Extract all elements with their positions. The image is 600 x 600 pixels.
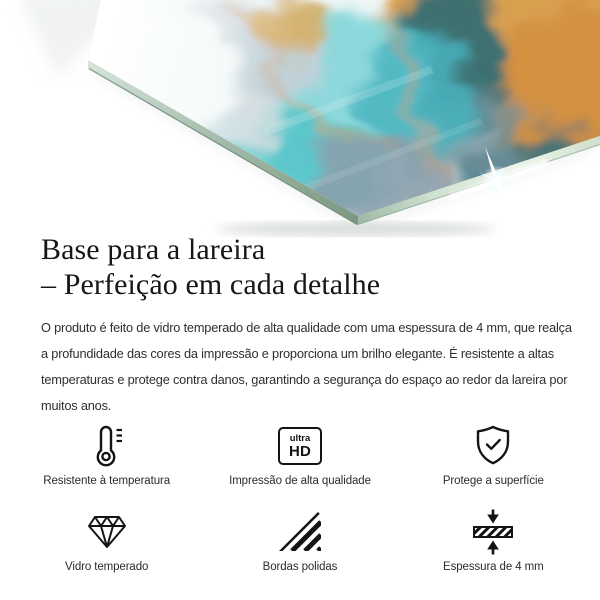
feature-label: Impressão de alta qualidade (229, 475, 371, 487)
polished-edges-icon (278, 509, 322, 555)
glass-panel-image (0, 0, 600, 230)
ultra-hd-icon-text-small: ultra (289, 432, 311, 444)
feature-temperature-resistant (10, 423, 203, 487)
feature-surface-protection (397, 423, 590, 487)
feature-label: Bordas polidas (262, 561, 338, 573)
feature-polished-edges (203, 509, 396, 573)
thickness-icon (471, 509, 515, 555)
description-line: muitos anos. (41, 398, 112, 413)
ultra-hd-icon (278, 423, 322, 469)
description-line: O produto é feito de vidro temperado de alta qualidade com uma espessura de 4 mm, que realça (41, 320, 572, 335)
features-grid (10, 423, 590, 573)
feature-label: Resistente à temperatura (43, 475, 171, 487)
product-photo (0, 0, 600, 230)
product-description (41, 315, 600, 419)
page-title (41, 230, 600, 302)
feature-label: Vidro temperado (65, 561, 149, 573)
diamond-icon (86, 509, 128, 555)
feature-thickness (397, 509, 590, 573)
description-line: a profundidade das cores da impressão e proporciona um brilho elegante. É resistente a altas (41, 346, 554, 361)
feature-label: Protege a superfície (442, 475, 544, 487)
shield-check-icon (473, 423, 513, 469)
ultra-hd-icon-text-big: HD (288, 442, 312, 460)
description-line: temperaturas e protege contra danos, garantindo a segurança do espaço ao redor da lareira por (41, 372, 568, 387)
title-line-1: Base para a lareira (41, 233, 266, 266)
feature-tempered-glass (10, 509, 203, 573)
feature-label: Espessura de 4 mm (443, 561, 544, 573)
thermometer-icon (90, 423, 124, 469)
title-line-2: – Perfeição em cada detalhe (41, 268, 381, 301)
feature-print-quality (203, 423, 396, 487)
